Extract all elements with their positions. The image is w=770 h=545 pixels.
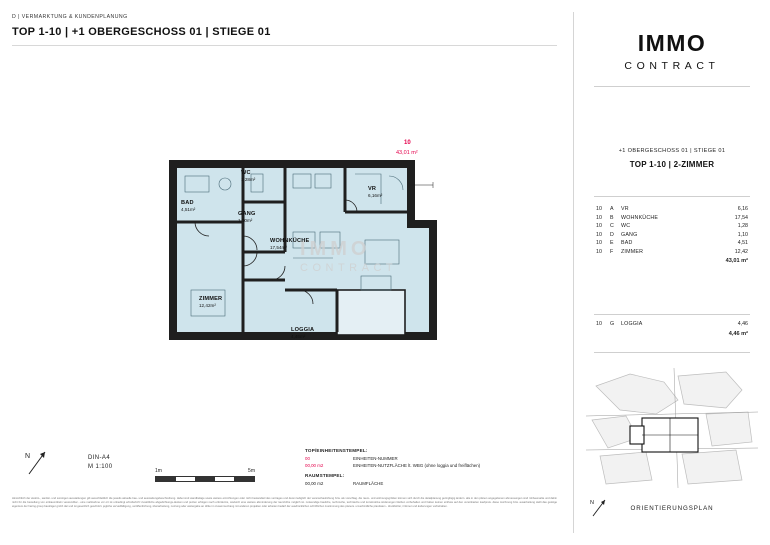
table-row: 10 A VR 6,16 xyxy=(596,206,748,212)
orientation-plan xyxy=(586,368,758,488)
room-label-vr: VR 6,16m² xyxy=(368,186,383,198)
right-panel xyxy=(574,0,770,545)
table-bottom-divider xyxy=(594,352,750,353)
paper-size: DIN-A4 xyxy=(88,455,111,461)
legend-title: TOP/EINHEITENSTEMPEL: xyxy=(305,448,368,453)
scale-ratio: M 1:100 xyxy=(88,464,113,470)
legend-row: 00 EINHEITEN-NUMMER xyxy=(305,455,398,461)
brand-logo xyxy=(574,30,770,72)
table-row: 10 D GANG 1,10 xyxy=(596,231,748,238)
watermark-line1: IMMO xyxy=(300,238,371,260)
page-title: TOP 1-10 | +1 OBERGESCHOSS 01 | STIEGE 01 xyxy=(12,26,271,38)
legend-room-title: RAUMSTEMPEL: xyxy=(305,473,345,479)
room-label-gang: GANG 1,10m² xyxy=(238,211,256,223)
legend xyxy=(305,448,480,488)
orientation-caption: ORIENTIERUNGSPLAN xyxy=(630,505,714,512)
orientation-plan-svg xyxy=(586,368,758,488)
brand-name: IMMO xyxy=(637,30,707,56)
table-mid-divider xyxy=(594,314,750,315)
table-top-divider xyxy=(594,196,750,197)
room-label-bad: BAD 4,51m² xyxy=(181,200,196,212)
svg-text:N: N xyxy=(25,453,31,460)
scale-bar xyxy=(155,468,255,482)
table-row: 10 C WC 1,28 xyxy=(596,223,748,230)
svg-text:N: N xyxy=(590,500,594,506)
scale-bar-right-label: 5m xyxy=(248,468,255,474)
table-row: 10 G LOGGIA 4,46 xyxy=(596,321,748,327)
room-label-wohnkueche: WOHNKÜCHE 17,54m² xyxy=(270,238,310,250)
table-total: 43,01 m² xyxy=(725,258,748,265)
compass-north-icon xyxy=(25,448,53,478)
scale-info xyxy=(88,455,112,470)
header-eyebrow: D | VERMARKTUNG & KUNDENPLANUNG xyxy=(12,14,128,20)
table-row: 10 E BAD 4,51 xyxy=(596,240,748,247)
header-divider xyxy=(12,45,557,46)
table-row: 10 F ZIMMER 12,42 xyxy=(596,248,748,255)
table-row: 10 B WOHNKÜCHE 17,54 xyxy=(596,214,748,221)
fineprint-disclaimer: Hinsichtlich der elektro-, sanitär- und sonstigen ausstattungen gilt ausschließlich die jeweils aktuelle bau- und ausstattungsbeschreibung. dabei sind wandbeläge sowie weitere einrichtungen oder nicht bestandteil des vertrages und deren lediglich der veranschaulichung bzw. als vorschlag. die raum- und wohnungsgrößen können sich durch die detailplanung geringfügig ändern. alle in den plänen angegebenen abmessungen sind rohbaumaße und dahin nicht für die bestellung von einbaumöbeln verwendbar - eine maßnahme vor ort ist unbedingt erforderlich! zusätzliche abgedichtungs-decken und putzen erfolgen nach erfordernis, wodurch eine weitere abminderung der raumhöhe möglich ist. notwendige bauliche, technische, technische und konstruktive änderungen bleiben vorbehalten und haben keinen einfluss auf den vereinbarten kaufpreis. diese zeichnung bzw. ausarbeitung stellt das geistige eigentum der haring group bauträger gmbh dar und ist gesetzlich geschützt. jegliche vervielfältigung, veröffentlichung, überarbeitung, nutzung oder weitergabe an dritte im zusammenhang mit anderen projekten oder arbeiten bedarf der ausdrücklichen schriftlichen zustimmung des planers. unverbindliche plandaten - druckfehler, irrtümer und änderungen vorbehalten. xyxy=(12,497,557,509)
room-label-wc: WC 1,28m² xyxy=(241,170,256,182)
unit-area: 43,01 m² xyxy=(396,150,418,156)
right-title: TOP 1-10 | 2-ZIMMER xyxy=(629,160,715,169)
unit-number: 10 xyxy=(404,140,411,146)
table-total-loggia: 4,46 m² xyxy=(728,330,748,337)
room-label-loggia: LOGGIA 4,46m² xyxy=(291,327,315,339)
logo-divider xyxy=(594,86,750,87)
room-label-zimmer: ZIMMER 12,42m² xyxy=(199,296,223,308)
scale-bar-left-label: 1m xyxy=(155,468,162,474)
brand-subname: CONTRACT xyxy=(624,60,720,72)
legend-row: 00,00 m2 RAUMFLÄCHE xyxy=(305,481,384,486)
room-schedule-table xyxy=(596,205,748,264)
legend-row: 00,00 m2 EINHEITEN-NUTZFLÄCHE lt. WBG (ohne loggia und freiflächen) xyxy=(305,462,481,468)
right-subtitle: +1 OBERGESCHOSS 01 | STIEGE 01 xyxy=(618,148,726,154)
loggia-schedule-table xyxy=(596,320,748,337)
watermark-line2: CONTRACT xyxy=(300,262,398,274)
